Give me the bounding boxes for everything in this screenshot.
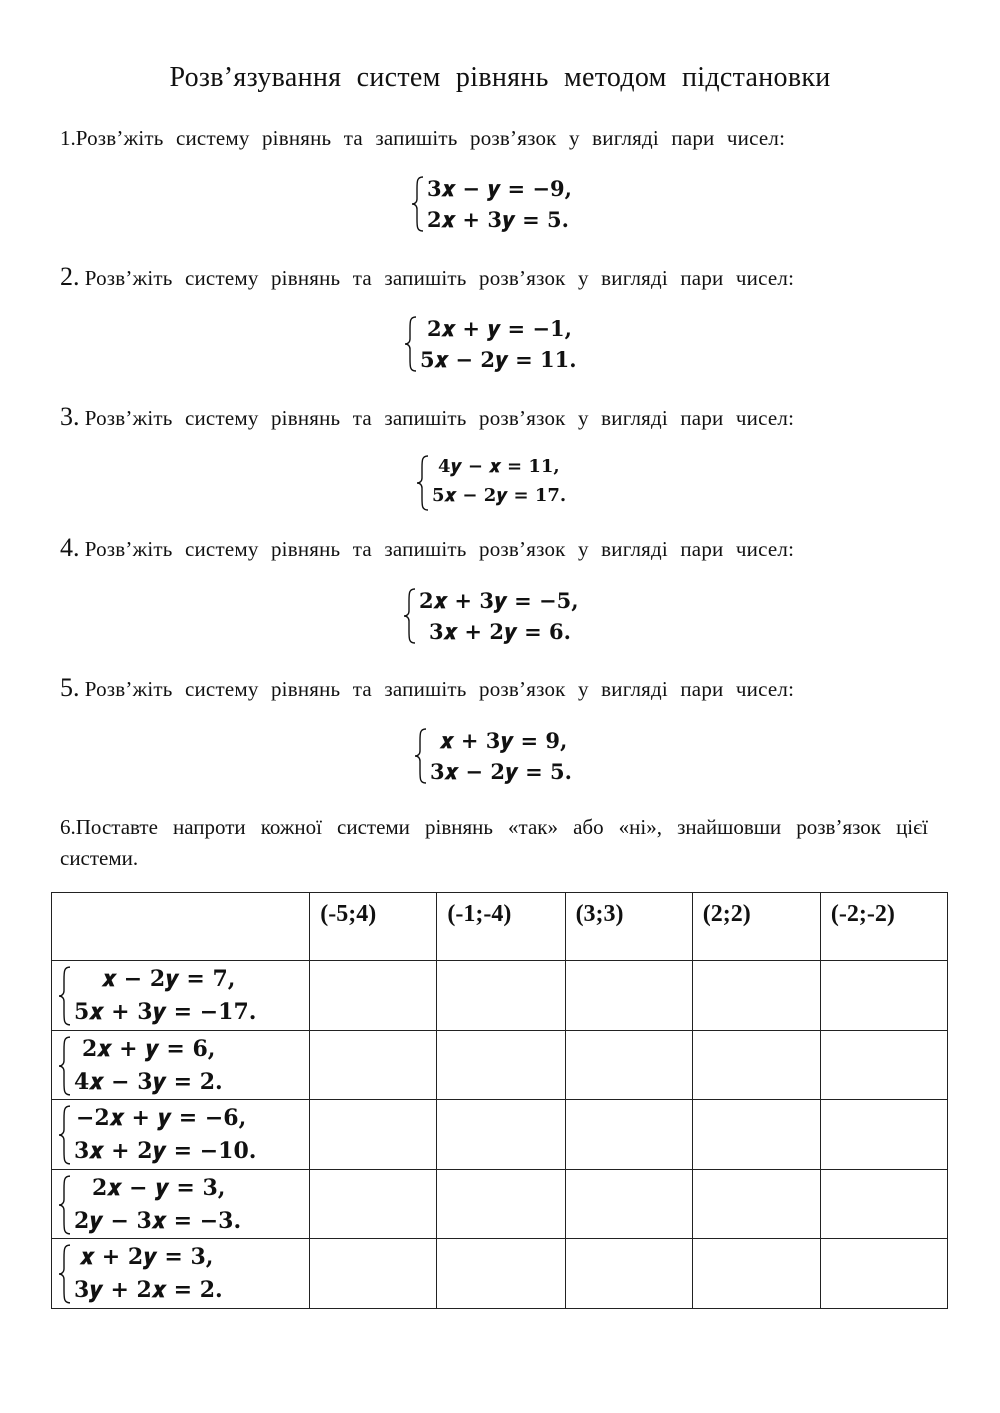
equation-system-5 [414, 725, 572, 787]
task-6-text: 6.Поставте напроти кожної системи рівнянь «так» або «ні», знайшовши розв’язок цієї системи. [60, 815, 928, 870]
row-system [52, 1100, 310, 1170]
answer-cell[interactable] [565, 1031, 692, 1100]
answer-cell[interactable] [692, 961, 820, 1031]
answer-cell[interactable] [820, 1170, 947, 1239]
answer-cell[interactable] [310, 1031, 437, 1100]
task-1 [60, 126, 940, 151]
task-text: Розв’жіть систему рівнянь та запишіть розв’язок у вигляді пари чисел: [84, 406, 795, 430]
answer-cell[interactable] [565, 1100, 692, 1170]
equation-line: 3𝒙 − 2𝒚 = 𝟓. [430, 759, 572, 784]
task-number: 1. [60, 126, 76, 150]
answer-cell[interactable] [437, 1100, 565, 1170]
equation-line: 2𝒙 + 3𝒚 = 𝟓. [427, 207, 569, 232]
equation-system [58, 1102, 315, 1168]
equation-line: 2𝒙 + 𝒚 = −𝟏, [427, 316, 572, 341]
equation-line: 3𝒙 + 2𝒚 = 𝟔. [429, 619, 571, 644]
column-header: (3;3) [565, 893, 692, 961]
answer-cell[interactable] [565, 1170, 692, 1239]
answer-cell[interactable] [692, 1100, 820, 1170]
answer-cell[interactable] [820, 961, 947, 1031]
equation-system [58, 1172, 315, 1238]
answer-cell[interactable] [310, 961, 437, 1031]
column-header: (2;2) [692, 893, 820, 961]
page-title: Розв’язування систем рівнянь методом підстановки [169, 62, 831, 93]
task-4 [60, 533, 940, 563]
equation-line: −2𝒙 + 𝒚 = −6, [76, 1105, 247, 1131]
answer-cell[interactable] [692, 1031, 820, 1100]
brace-icon [404, 315, 418, 373]
brace-icon [403, 587, 417, 645]
brace-icon [414, 727, 428, 785]
equation-line: 3𝒚 + 2𝒙 = 2. [74, 1277, 223, 1303]
answer-cell[interactable] [820, 1031, 947, 1100]
equation-system [58, 963, 315, 1029]
table-corner-cell [52, 893, 310, 961]
equation-line: 𝒙 − 2𝒚 = 7, [102, 966, 236, 992]
equation-system-3 [416, 452, 566, 510]
task-text: Розв’жіть систему рівнянь та запишіть розв’язок у вигляді пари чисел: [84, 537, 795, 561]
answer-cell[interactable] [437, 1170, 565, 1239]
equation-line: 5𝒙 + 3𝒚 = −𝟏𝟕. [74, 999, 257, 1025]
answer-cell[interactable] [692, 1239, 820, 1309]
brace-icon [416, 454, 430, 512]
table-row [52, 1170, 948, 1239]
equation-line: 2𝒙 − 𝒚 = 3, [92, 1175, 226, 1201]
answer-cell[interactable] [437, 1239, 565, 1309]
equation-line: 3𝒙 + 2𝒚 = −𝟏𝟎. [74, 1138, 257, 1164]
answer-cell[interactable] [820, 1239, 947, 1309]
brace-icon [58, 1104, 72, 1166]
equation-system-2 [404, 313, 577, 375]
table-row [52, 1239, 948, 1309]
equation-system-1 [411, 173, 572, 235]
table-row [52, 1100, 948, 1170]
row-system [52, 1239, 310, 1309]
table-row [52, 961, 948, 1031]
task-text: Розв’жіть систему рівнянь та запишіть розв’язок у вигляді пари чисел: [84, 266, 795, 290]
answer-cell[interactable] [310, 1170, 437, 1239]
task-number: 3. [60, 402, 80, 431]
answer-cell[interactable] [310, 1100, 437, 1170]
row-system [52, 1170, 310, 1239]
task-3 [60, 402, 940, 432]
answer-cell[interactable] [310, 1239, 437, 1309]
answer-cell[interactable] [820, 1100, 947, 1170]
column-header: (-2;-2) [820, 893, 947, 961]
equation-line: 5𝒙 − 2𝒚 = 𝟏𝟕. [432, 485, 567, 506]
answer-cell[interactable] [565, 961, 692, 1031]
equation-system [58, 1033, 315, 1099]
equation-line: 2𝒙 + 3𝒚 = −𝟓, [419, 588, 579, 613]
task-number: 2. [60, 262, 80, 291]
task-text: Розв’жіть систему рівнянь та запишіть розв’язок у вигляді пари чисел: [75, 126, 786, 150]
task-number: 4. [60, 533, 80, 562]
equation-line: 𝒙 + 2𝒚 = 3, [80, 1244, 214, 1270]
equation-system [58, 1241, 315, 1307]
equation-line: 4𝒙 − 3𝒚 = 2. [74, 1069, 223, 1095]
equation-line: 𝒙 + 3𝒚 = 𝟗, [440, 728, 568, 753]
brace-icon [58, 1035, 72, 1097]
equation-line: 2𝒚 − 3𝒙 = −3. [74, 1208, 242, 1234]
task-text: Розв’жіть систему рівнянь та запишіть розв’язок у вигляді пари чисел: [84, 677, 795, 701]
task-5 [60, 673, 940, 703]
answer-table [51, 892, 948, 1309]
equation-system-4 [403, 585, 579, 647]
column-header: (-5;4) [310, 893, 437, 961]
equation-line: 5𝒙 − 2𝒚 = 𝟏𝟏. [420, 347, 577, 372]
table-row [52, 1031, 948, 1100]
brace-icon [58, 1243, 72, 1305]
task-number: 5. [60, 673, 80, 702]
answer-cell[interactable] [437, 1031, 565, 1100]
row-system [52, 1031, 310, 1100]
answer-cell[interactable] [565, 1239, 692, 1309]
answer-cell[interactable] [437, 961, 565, 1031]
brace-icon [58, 965, 72, 1027]
row-system [52, 961, 310, 1031]
answer-cell[interactable] [692, 1170, 820, 1239]
equation-line: 3𝒙 − 𝒚 = −𝟗, [427, 176, 572, 201]
table-header-row [52, 893, 948, 961]
brace-icon [411, 175, 425, 233]
brace-icon [58, 1174, 72, 1236]
equation-line: 4𝒚 − 𝒙 = 𝟏𝟏, [438, 456, 560, 477]
equation-line: 2𝒙 + 𝒚 = 6, [82, 1036, 216, 1062]
task-2 [60, 262, 940, 292]
column-header: (-1;-4) [437, 893, 565, 961]
